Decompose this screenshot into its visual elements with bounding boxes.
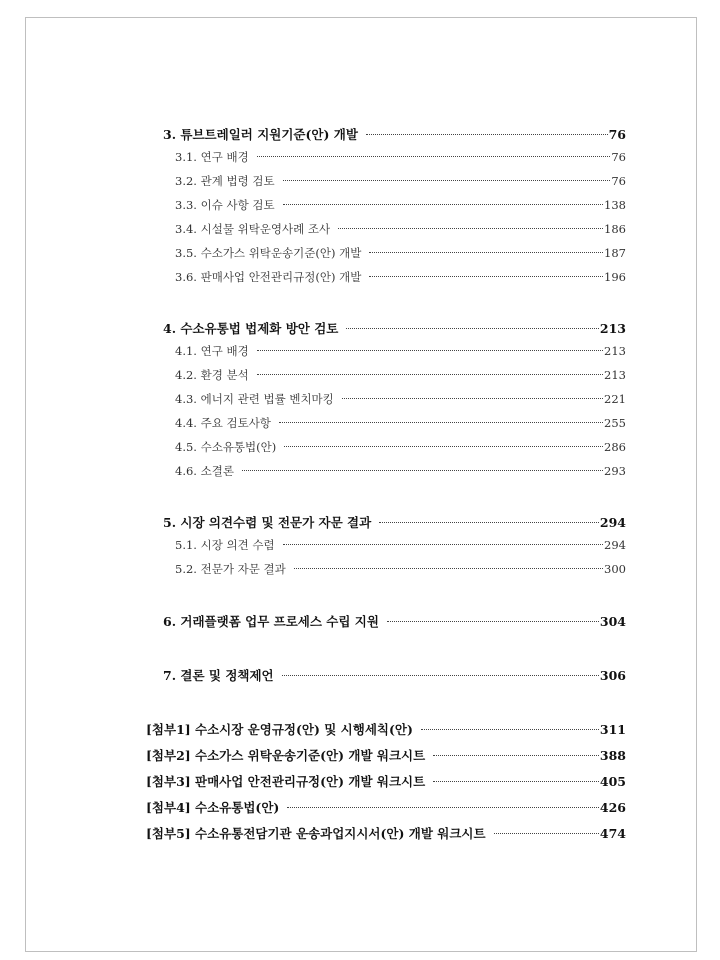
dot-leader — [346, 328, 599, 329]
toc-appendix-title: [첨부2] 수소가스 위탁운송기준(안) 개발 워크시트 — [146, 748, 426, 763]
toc-page-number: 286 — [604, 440, 626, 454]
dot-leader — [282, 675, 599, 676]
toc-page-number: 76 — [611, 150, 626, 164]
toc-item-3-5 — [175, 245, 626, 261]
toc-page-number: 474 — [599, 826, 626, 841]
toc-page-number: 300 — [604, 562, 626, 576]
toc-page-number: 304 — [599, 614, 626, 629]
dot-leader — [387, 621, 599, 622]
toc-page-number: 311 — [599, 722, 626, 737]
toc-item-title: 4.3. 에너지 관련 법률 벤치마킹 — [175, 392, 334, 406]
toc-item-4-5 — [175, 439, 626, 455]
toc-page-number: 196 — [604, 270, 626, 284]
toc-appendix-title: [첨부4] 수소유통법(안) — [146, 800, 280, 815]
toc-item-title: 4.1. 연구 배경 — [175, 344, 249, 358]
dot-leader — [379, 522, 599, 523]
toc-page-number: 76 — [608, 127, 626, 142]
toc-item-title: 3.1. 연구 배경 — [175, 150, 249, 164]
toc-page-number: 405 — [599, 774, 626, 789]
toc-item-4-2 — [175, 367, 626, 383]
document-page — [25, 17, 697, 952]
dot-leader — [369, 252, 603, 253]
toc-section-title: 7. 결론 및 정책제언 — [163, 668, 274, 683]
toc-item-3-4 — [175, 221, 626, 237]
toc-page-number: 186 — [604, 222, 626, 236]
toc-appendix-title: [첨부3] 판매사업 안전관리규정(안) 개발 워크시트 — [146, 774, 426, 789]
dot-leader — [433, 755, 599, 756]
toc-page-number: 221 — [604, 392, 626, 406]
toc-item-title: 5.1. 시장 의견 수렴 — [175, 538, 275, 552]
toc-page-number: 306 — [599, 668, 626, 683]
dot-leader — [257, 350, 603, 351]
dot-leader — [342, 398, 603, 399]
dot-leader — [338, 228, 603, 229]
toc-section-title: 4. 수소유통법 법제화 방안 검토 — [163, 321, 339, 336]
toc-item-3-2 — [175, 173, 626, 189]
toc-item-title: 3.5. 수소가스 위탁운송기준(안) 개발 — [175, 246, 362, 260]
toc-item-title: 4.6. 소결론 — [175, 464, 234, 478]
toc-appendix-1 — [146, 720, 626, 738]
toc-item-4-4 — [175, 415, 626, 431]
toc-item-3-1 — [175, 149, 626, 165]
toc-section-3 — [163, 125, 626, 143]
dot-leader — [369, 276, 603, 277]
toc-appendix-2 — [146, 746, 626, 764]
toc-item-title: 4.4. 주요 검토사항 — [175, 416, 271, 430]
toc-page-number: 426 — [599, 800, 626, 815]
toc-item-title: 3.4. 시설물 위탁운영사례 조사 — [175, 222, 331, 236]
toc-item-4-3 — [175, 391, 626, 407]
toc-item-title: 3.6. 판매사업 안전관리규정(안) 개발 — [175, 270, 362, 284]
dot-leader — [287, 807, 599, 808]
toc-section-title: 3. 튜브트레일러 지원기준(안) 개발 — [163, 127, 358, 142]
dot-leader — [433, 781, 599, 782]
toc-appendix-5 — [146, 824, 626, 842]
toc-item-3-6 — [175, 269, 626, 285]
toc-item-5-1 — [175, 537, 626, 553]
dot-leader — [284, 446, 603, 447]
toc-appendix-3 — [146, 772, 626, 790]
dot-leader — [257, 374, 603, 375]
toc-page-number: 294 — [604, 538, 626, 552]
toc-page-number: 187 — [604, 246, 626, 260]
dot-leader — [283, 180, 611, 181]
dot-leader — [294, 568, 603, 569]
dot-leader — [283, 544, 603, 545]
toc-appendix-title: [첨부1] 수소시장 운영규정(안) 및 시행세칙(안) — [146, 722, 413, 737]
toc-page-number: 388 — [599, 748, 626, 763]
toc-section-6 — [163, 612, 626, 630]
dot-leader — [366, 134, 608, 135]
toc-section-title: 6. 거래플랫폼 업무 프로세스 수립 지원 — [163, 614, 379, 629]
toc-appendix-4 — [146, 798, 626, 816]
toc-page-number: 213 — [599, 321, 626, 336]
toc-item-4-6 — [175, 463, 626, 479]
dot-leader — [283, 204, 603, 205]
toc-item-title: 5.2. 전문가 자문 결과 — [175, 562, 286, 576]
toc-item-title: 4.5. 수소유통법(안) — [175, 440, 277, 454]
toc-section-7 — [163, 666, 626, 684]
toc-item-3-3 — [175, 197, 626, 213]
toc-page-number: 255 — [604, 416, 626, 430]
toc-item-5-2 — [175, 561, 626, 577]
toc-section-title: 5. 시장 의견수렴 및 전문가 자문 결과 — [163, 515, 372, 530]
toc-page-number: 294 — [599, 515, 626, 530]
toc-section-4 — [163, 319, 626, 337]
dot-leader — [494, 833, 599, 834]
dot-leader — [279, 422, 603, 423]
toc-page-number: 76 — [611, 174, 626, 188]
toc-item-title: 3.2. 관계 법령 검토 — [175, 174, 275, 188]
toc-appendix-title: [첨부5] 수소유통전담기관 운송과업지시서(안) 개발 워크시트 — [146, 826, 486, 841]
dot-leader — [242, 470, 603, 471]
toc-item-title: 3.3. 이슈 사항 검토 — [175, 198, 275, 212]
toc-item-4-1 — [175, 343, 626, 359]
toc-item-title: 4.2. 환경 분석 — [175, 368, 249, 382]
toc-page-number: 293 — [604, 464, 626, 478]
dot-leader — [257, 156, 611, 157]
toc-section-5 — [163, 513, 626, 531]
toc-page-number: 138 — [604, 198, 626, 212]
toc-page-number: 213 — [604, 344, 626, 358]
toc-page-number: 213 — [604, 368, 626, 382]
dot-leader — [421, 729, 599, 730]
